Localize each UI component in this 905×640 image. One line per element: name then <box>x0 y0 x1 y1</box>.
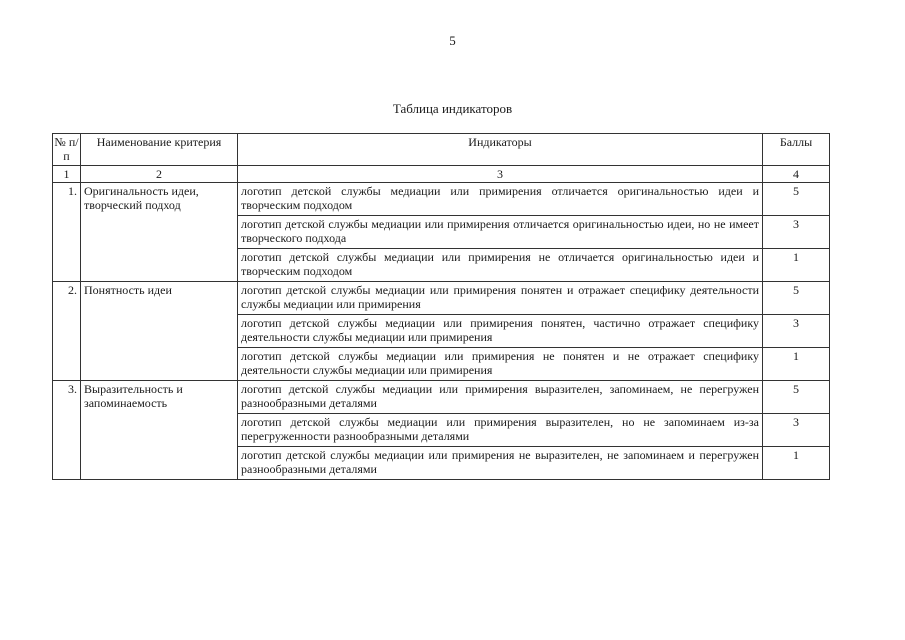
criterion-name: Понятность идеи <box>81 282 238 381</box>
column-index: 4 <box>763 166 830 183</box>
indicator-score: 5 <box>763 183 830 216</box>
indicator-score: 1 <box>763 348 830 381</box>
indicator-text: логотип детской службы медиации или примирения отличается оригинальностью идеи, но не имеет творческого подхода <box>238 216 763 249</box>
header-indicators: Индикаторы <box>238 134 763 166</box>
indicator-text: логотип детской службы медиации или примирения отличается оригинальностью идеи и творческим подходом <box>238 183 763 216</box>
indicators-table <box>52 133 830 480</box>
column-index: 1 <box>53 166 81 183</box>
page-number: 5 <box>449 33 456 48</box>
indicator-score: 5 <box>763 381 830 414</box>
criterion-name: Оригинальность идеи, творческий подход <box>81 183 238 282</box>
column-index-row <box>53 166 830 183</box>
criterion-number: 1. <box>53 183 81 282</box>
criterion-number: 3. <box>53 381 81 480</box>
indicator-text: логотип детской службы медиации или примирения не отличается оригинальностью идеи и творческим подходом <box>238 249 763 282</box>
indicator-text: логотип детской службы медиации или примирения не выразителен, не запоминаем и перегружен разнообразными деталями <box>238 447 763 480</box>
table-row <box>53 183 830 216</box>
indicator-score: 3 <box>763 414 830 447</box>
indicator-text: логотип детской службы медиации или примирения понятен и отражает специфику деятельности службы медиации или примирения <box>238 282 763 315</box>
indicator-text: логотип детской службы медиации или примирения понятен, частично отражает специфику деятельности службы медиации или примирения <box>238 315 763 348</box>
table-row <box>53 381 830 414</box>
header-name: Наименование критерия <box>81 134 238 166</box>
table-header-row <box>53 134 830 166</box>
criterion-number: 2. <box>53 282 81 381</box>
table-row <box>53 282 830 315</box>
header-score: Баллы <box>763 134 830 166</box>
column-index: 3 <box>238 166 763 183</box>
indicator-score: 3 <box>763 315 830 348</box>
indicator-text: логотип детской службы медиации или примирения выразителен, запоминаем, не перегружен разнообразными деталями <box>238 381 763 414</box>
indicator-text: логотип детской службы медиации или примирения выразителен, но не запоминаем из-за перегруженности разнообразными деталями <box>238 414 763 447</box>
criterion-name: Выразительность и запоминаемость <box>81 381 238 480</box>
indicator-score: 1 <box>763 447 830 480</box>
indicator-score: 5 <box>763 282 830 315</box>
indicator-score: 1 <box>763 249 830 282</box>
column-index: 2 <box>81 166 238 183</box>
indicator-text: логотип детской службы медиации или примирения не понятен и не отражает специфику деятельности службы медиации или примирения <box>238 348 763 381</box>
indicator-score: 3 <box>763 216 830 249</box>
table-caption: Таблица индикаторов <box>392 101 513 116</box>
header-num: № п/п <box>53 134 81 166</box>
